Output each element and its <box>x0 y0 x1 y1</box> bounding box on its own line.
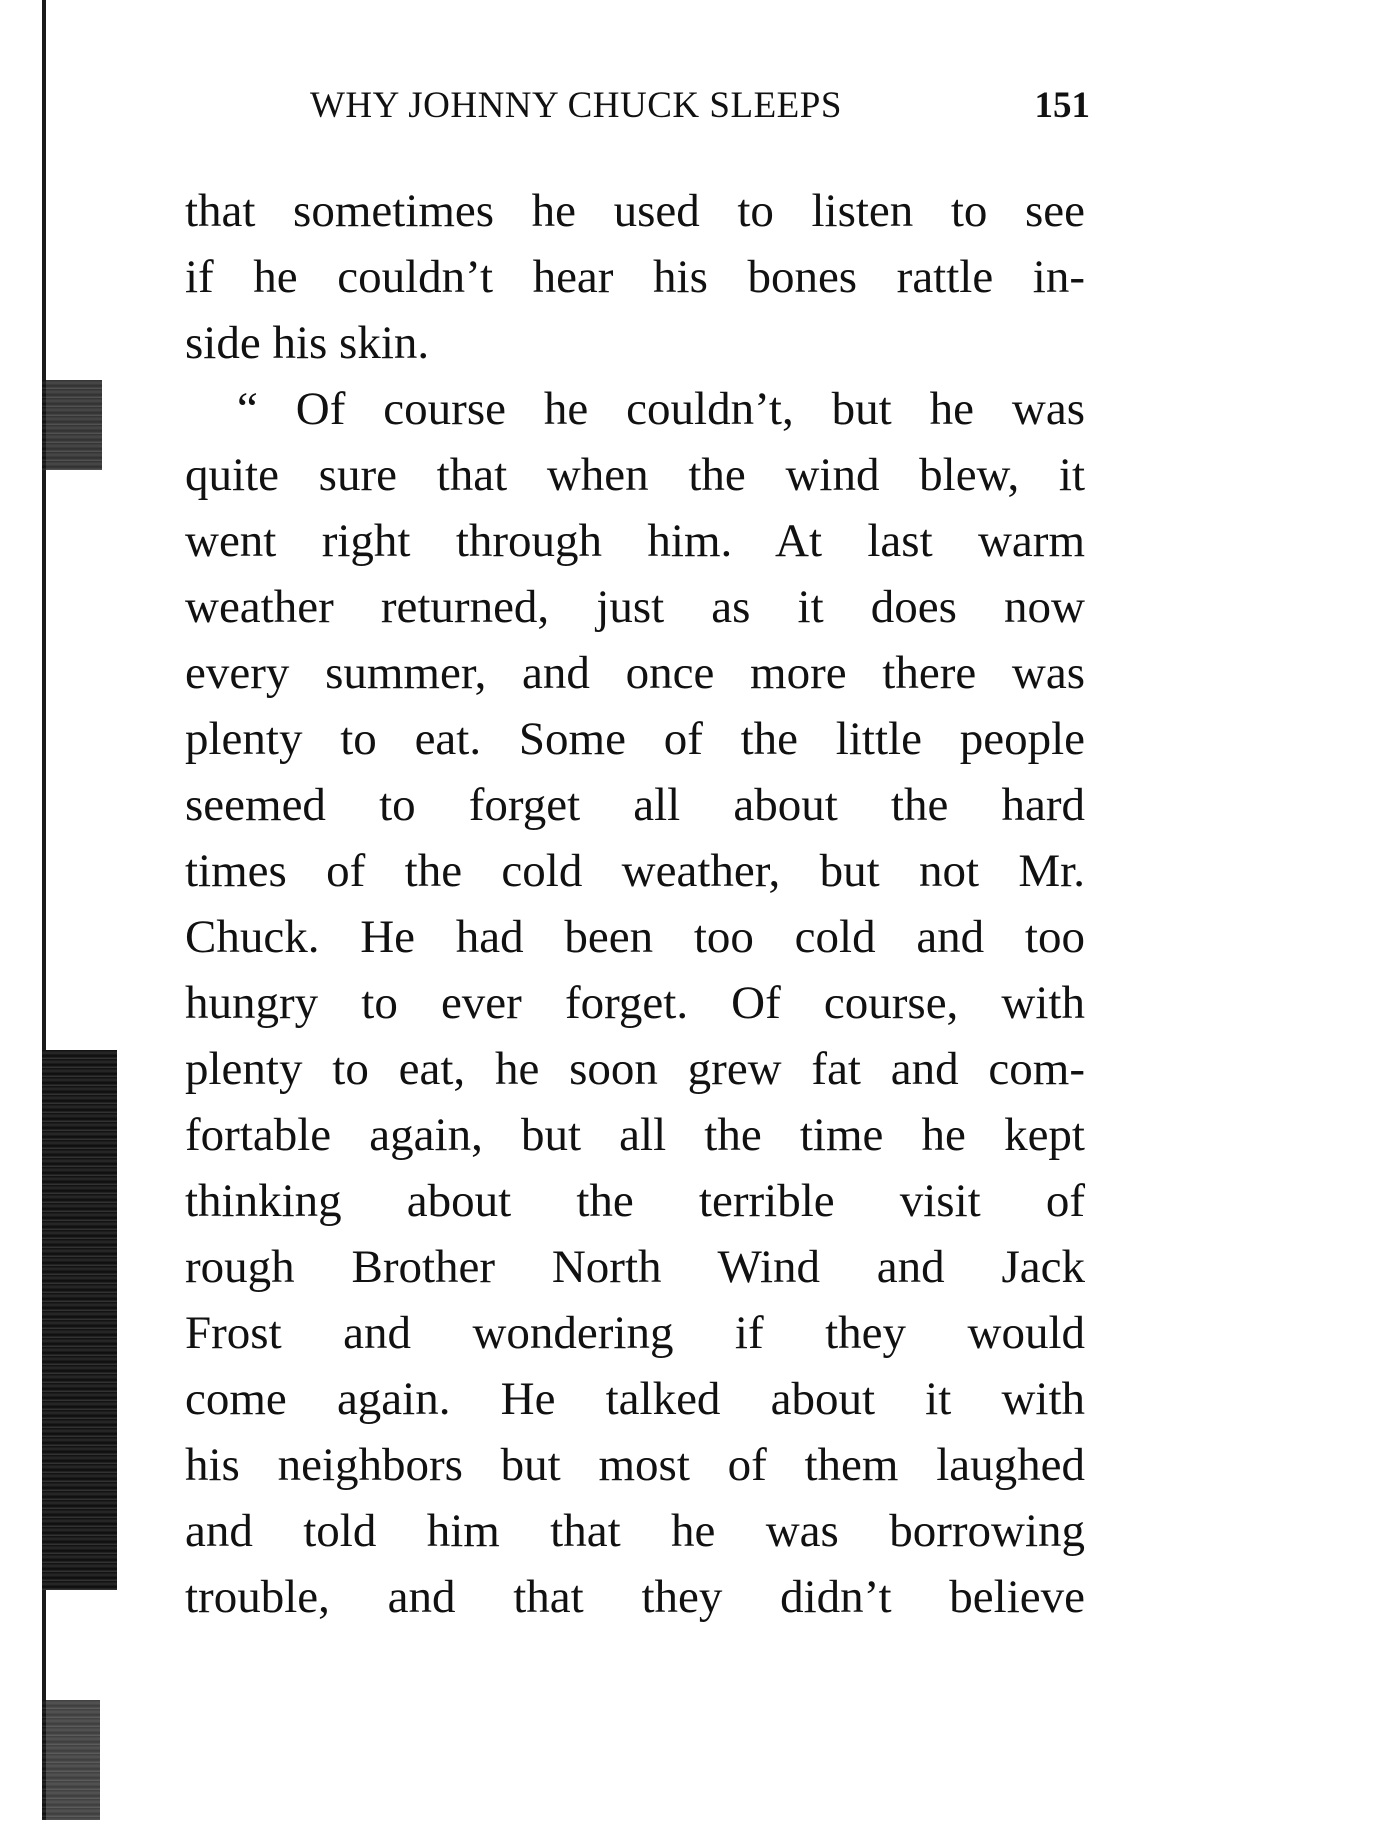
scan-shadow <box>42 380 102 470</box>
page-number: 151 <box>1034 85 1090 126</box>
text-line: plenty to eat. Some of the little people <box>185 713 1085 765</box>
running-head: WHY JOHNNY CHUCK SLEEPS <box>310 85 842 126</box>
text-line: quite sure that when the wind blew, it <box>185 449 1085 501</box>
text-line: side his skin. <box>185 317 430 369</box>
text-line: come again. He talked about it with <box>185 1373 1085 1425</box>
text-line: Chuck. He had been too cold and too <box>185 911 1085 963</box>
text-line: his neighbors but most of them laughed <box>185 1439 1085 1491</box>
text-line: thinking about the terrible visit of <box>185 1175 1085 1227</box>
text-line: hungry to ever forget. Of course, with <box>185 977 1085 1029</box>
text-line: Frost and wondering if they would <box>185 1307 1085 1359</box>
text-line: if he couldn’t hear his bones rattle in- <box>185 251 1085 303</box>
text-line: went right through him. At last warm <box>185 515 1085 567</box>
text-line: and told him that he was borrowing <box>185 1505 1085 1557</box>
text-line: weather returned, just as it does now <box>185 581 1085 633</box>
text-line: “ Of course he couldn’t, but he was <box>237 383 1085 435</box>
text-line: seemed to forget all about the hard <box>185 779 1085 831</box>
text-line: rough Brother North Wind and Jack <box>185 1241 1085 1293</box>
text-line: times of the cold weather, but not Mr. <box>185 845 1085 897</box>
text-line: every summer, and once more there was <box>185 647 1085 699</box>
scan-shadow <box>42 1700 100 1820</box>
scan-shadow <box>42 1050 117 1590</box>
text-line: that sometimes he used to listen to see <box>185 185 1085 237</box>
page-header <box>310 84 1090 140</box>
text-line: plenty to eat, he soon grew fat and com- <box>185 1043 1085 1095</box>
text-line: fortable again, but all the time he kept <box>185 1109 1085 1161</box>
body-text <box>185 178 1085 1630</box>
text-line: trouble, and that they didn’t believe <box>185 1571 1085 1623</box>
